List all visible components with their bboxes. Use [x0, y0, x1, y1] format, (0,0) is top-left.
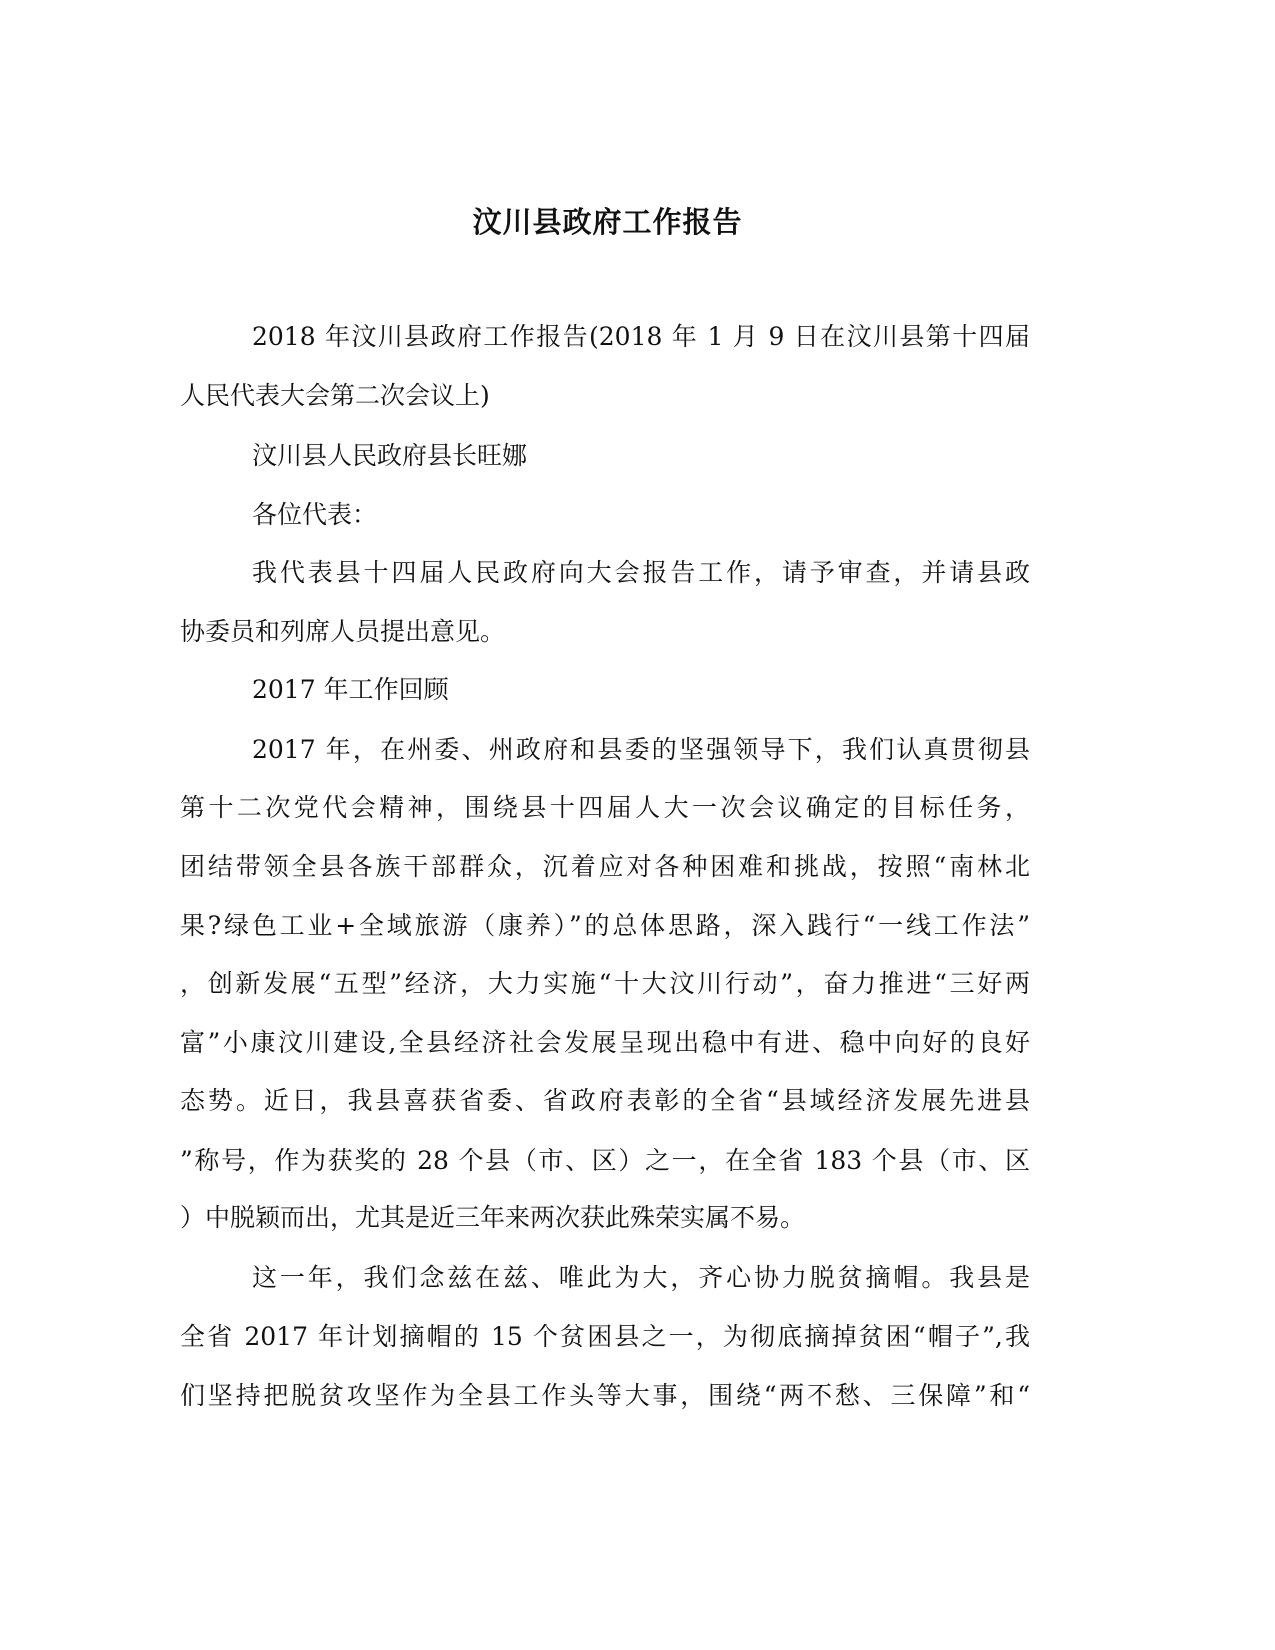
paragraph-line: 富”小康汶川建设,全县经济社会发展呈现出稳中有进、稳中向好的良好: [180, 1028, 1030, 1057]
paragraph-line: ”称号，作为获奖的 28 个县（市、区）之一，在全省 183 个县（市、区: [180, 1146, 1030, 1175]
paragraph-line: 这一年，我们念兹在兹、唯此为大，齐心协力脱贫摘帽。我县是: [252, 1263, 1030, 1292]
paragraph-line: 团结带领全县各族干部群众，沉着应对各种困难和挑战，按照“南林北: [180, 852, 1030, 881]
paragraph-line: 汶川县人民政府县长旺娜: [252, 441, 528, 470]
paragraph-line: 2018 年汶川县政府工作报告(2018 年 1 月 9 日在汶川县第十四届: [252, 322, 1030, 351]
paragraph-line: 各位代表：: [252, 500, 378, 529]
paragraph-line: 协委员和列席人员提出意见。: [180, 617, 506, 646]
paragraph-line: ，创新发展“五型”经济，大力实施“十大汶川行动”，奋力推进“三好两: [180, 969, 1030, 998]
paragraph-line: 们坚持把脱贫攻坚作为全县工作头等大事，围绕“两不愁、三保障”和“: [180, 1381, 1030, 1410]
paragraph-line: 态势。近日，我县喜获省委、省政府表彰的全省“县域经济发展先进县: [180, 1086, 1030, 1115]
paragraph-line: 我代表县十四届人民政府向大会报告工作，请予审查，并请县政: [252, 558, 1030, 587]
document-title: 汶川县政府工作报告: [472, 205, 743, 239]
paragraph-line: 果?绿色工业+全域旅游（康养）”的总体思路，深入践行“一线工作法”: [180, 911, 1030, 940]
paragraph-line: ）中脱颖而出，尤其是近三年来两次获此殊荣实属不易。: [180, 1203, 806, 1232]
paragraph-line: 全省 2017 年计划摘帽的 15 个贫困县之一，为彻底摘掉贫困“帽子”,我: [180, 1322, 1030, 1351]
paragraph-line: 第十二次党代会精神，围绕县十四届人大一次会议确定的目标任务，: [180, 793, 1030, 822]
paragraph-line: 人民代表大会第二次会议上): [180, 381, 490, 410]
paragraph-line: 2017 年，在州委、州政府和县委的坚强领导下，我们认真贯彻县: [252, 735, 1030, 764]
paragraph-line: 2017 年工作回顾: [252, 675, 449, 704]
